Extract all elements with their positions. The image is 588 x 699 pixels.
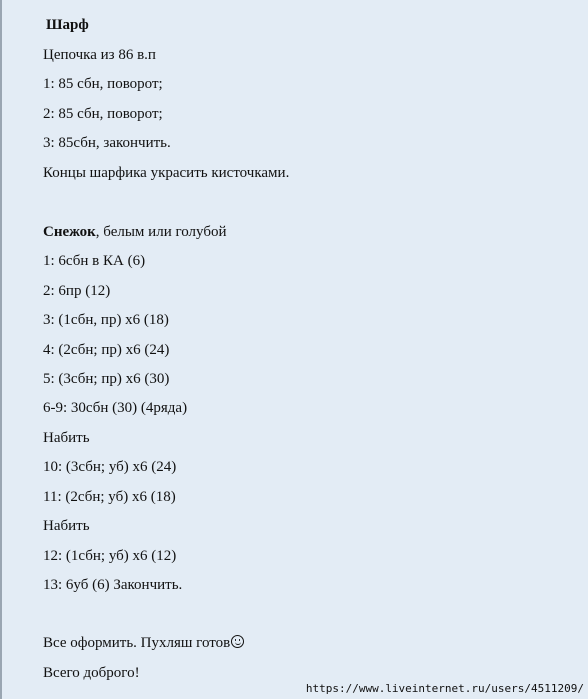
snowball-line-2: 2: 6пр (12) (43, 283, 111, 299)
snowball-line-1: 1: 6сбн в КА (6) (43, 253, 146, 269)
outro-line-2: Всего доброго! (43, 665, 140, 681)
smiley-icon (231, 635, 244, 648)
outro-line-1 (43, 634, 244, 652)
scarf-line-4: 3: 85сбн, закончить. (43, 135, 171, 151)
snowball-line-9: 11: (2сбн; уб) х6 (18) (43, 489, 176, 505)
outro-text: Все оформить. Пухляш готов (43, 635, 231, 651)
snowball-line-7: Набить (43, 430, 90, 446)
snowball-line-4: 4: (2сбн; пр) х6 (24) (43, 342, 170, 358)
snowball-line-3: 3: (1сбн, пр) х6 (18) (43, 312, 169, 328)
snowball-line-10: Набить (43, 518, 90, 534)
snowball-line-11: 12: (1сбн; уб) х6 (12) (43, 548, 177, 564)
snowball-line-8: 10: (3сбн; уб) х6 (24) (43, 459, 177, 475)
snowball-line-5: 5: (3сбн; пр) х6 (30) (43, 371, 170, 387)
scarf-line-2: 1: 85 сбн, поворот; (43, 76, 163, 92)
snowball-line-12: 13: 6уб (6) Закончить. (43, 577, 183, 593)
watermark-url: https://www.liveinternet.ru/users/4511209/ (305, 682, 584, 695)
snowball-subtitle: , белым или голубой (95, 224, 227, 240)
scarf-line-1: Цепочка из 86 в.п (43, 47, 156, 63)
scarf-line-5: Концы шарфика украсить кисточками. (43, 165, 290, 181)
snowball-title: Снежок (43, 224, 96, 240)
scarf-line-3: 2: 85 сбн, поворот; (43, 106, 163, 122)
scarf-title: Шарф (46, 17, 89, 33)
snowball-heading (43, 223, 227, 241)
snowball-line-6: 6-9: 30сбн (30) (4ряда) (43, 400, 188, 416)
